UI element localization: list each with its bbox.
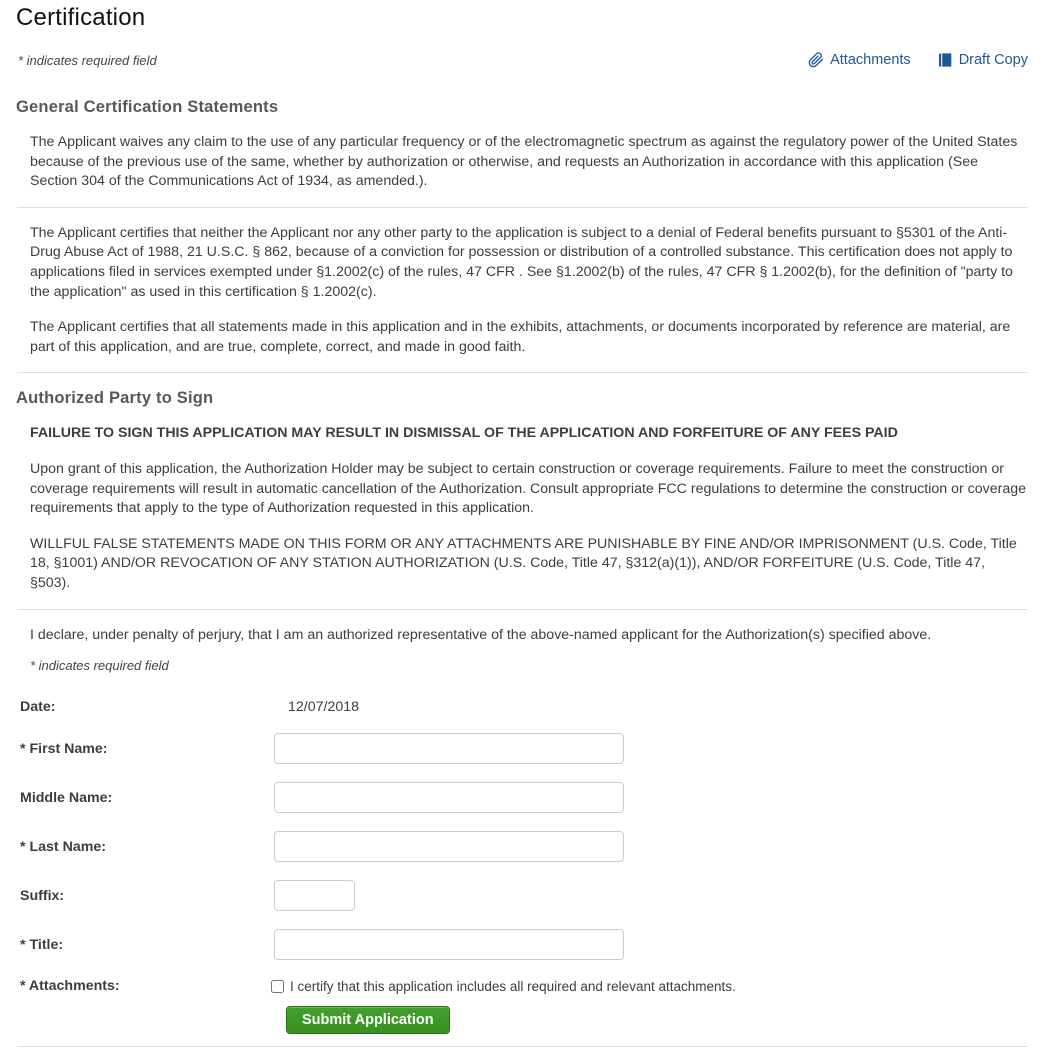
title-input[interactable] (274, 929, 624, 960)
attachments-checkbox-wrap (271, 979, 736, 994)
last-name-row (16, 831, 1028, 862)
date-label: Date: (20, 699, 56, 716)
first-name-label: * First Name: (20, 740, 108, 757)
authorized-party-section (16, 389, 1028, 1034)
book-icon (937, 52, 953, 68)
last-name-label: * Last Name: (20, 838, 106, 855)
date-value: 12/07/2018 (288, 699, 360, 716)
required-field-note: * indicates required field (18, 52, 157, 68)
failure-to-sign-warning: FAILURE TO SIGN THIS APPLICATION MAY RESULT IN DISMISSAL OF THE APPLICATION AND FORFEITURE OF ANY FEES PAID (30, 425, 898, 442)
meta-row (16, 52, 1028, 68)
submit-row (286, 1006, 1028, 1034)
attachments-link[interactable] (808, 52, 911, 68)
submit-application-button[interactable]: Submit Application (286, 1006, 450, 1034)
general-paragraph-3: The Applicant certifies that all statements made in this application and in the exhibits, attachments, or documents incorporated by reference are material, are part of this application, and are true, complete, correct, and made in good faith. (30, 319, 1011, 355)
authorized-paragraph-2: WILLFUL FALSE STATEMENTS MADE ON THIS FORM OR ANY ATTACHMENTS ARE PUNISHABLE BY FINE AND/OR IMPRISONMENT (U.S. Code, Title 18, §1001) AND/OR REVOCATION OF ANY STATION AUTHORIZATION (U.S. Code, Title 47, §312(a)(1)), AND/OR FORFEITURE (U.S. Code, Title 47, §503). (30, 535, 1017, 591)
attachments-certify-row (16, 978, 1028, 994)
general-paragraph-2: The Applicant certifies that neither the Applicant nor any other party to the application is subject to a denial of Federal benefits pursuant to §5301 of the Anti-Drug Abuse Act of 1988, 21 U.S.C. § 862, because of a conviction for possession or distribution of a controlled substance. This certification does not apply to applications filed in services exempted under §1.2002(c) of the rules, 47 CFR . See §1.2002(b) of the rules, 47 CFR § 1.2002(b), for the definition of "party to the application" as used in this certification § 1.2002(c). (30, 224, 1013, 300)
perjury-declaration: I declare, under penalty of perjury, that I am an authorized representative of the above-named applicant for the Authorization(s) specified above. (30, 626, 932, 643)
date-row (16, 699, 1028, 715)
toolbar-links (808, 52, 1028, 68)
last-name-input[interactable] (274, 831, 624, 862)
attachments-certify-label: I certify that this application includes all required and relevant attachments. (290, 978, 736, 994)
middle-name-label: Middle Name: (20, 789, 113, 806)
title-label: * Title: (20, 936, 64, 953)
attachments-link-label: Attachments (830, 52, 911, 68)
first-name-row (16, 733, 1028, 764)
attachments-certify-checkbox[interactable] (271, 980, 284, 993)
suffix-row (16, 880, 1028, 911)
page-title: Certification (16, 4, 146, 31)
section-divider (17, 372, 1028, 373)
general-paragraph-1: The Applicant waives any claim to the use of any particular frequency or of the electromagnetic spectrum as against the regulatory power of the United States because of the previous use of the same, whether by authorization or otherwise, and requests an Authorization in accordance with this application (See Section 304 of the Communications Act of 1934, as amended.). (30, 134, 1018, 190)
draft-copy-link[interactable] (937, 52, 1028, 68)
general-certification-section (16, 98, 1028, 357)
attachments-label: * Attachments: (20, 978, 120, 995)
middle-name-row (16, 782, 1028, 813)
suffix-input[interactable] (274, 880, 355, 911)
suffix-label: Suffix: (20, 887, 65, 904)
first-name-input[interactable] (274, 733, 624, 764)
authorized-party-heading: Authorized Party to Sign (16, 389, 214, 408)
divider (17, 609, 1028, 610)
authorized-paragraph-1: Upon grant of this application, the Authorization Holder may be subject to certain construction or coverage requirements. Failure to meet the construction or coverage requirements will result in automatic cancellation of the Authorization. Consult appropriate FCC regulations to determine the construction or coverage requirements that apply to the type of Authorization requested in this application. (30, 460, 1027, 517)
middle-name-input[interactable] (274, 782, 624, 813)
draft-copy-link-label: Draft Copy (958, 52, 1028, 68)
required-field-note: * indicates required field (30, 658, 169, 674)
paperclip-icon (808, 52, 824, 68)
general-certification-heading: General Certification Statements (16, 98, 279, 116)
title-row (16, 929, 1028, 960)
bottom-divider (17, 1046, 1028, 1047)
signature-form (16, 699, 1028, 1034)
divider (17, 207, 1028, 208)
